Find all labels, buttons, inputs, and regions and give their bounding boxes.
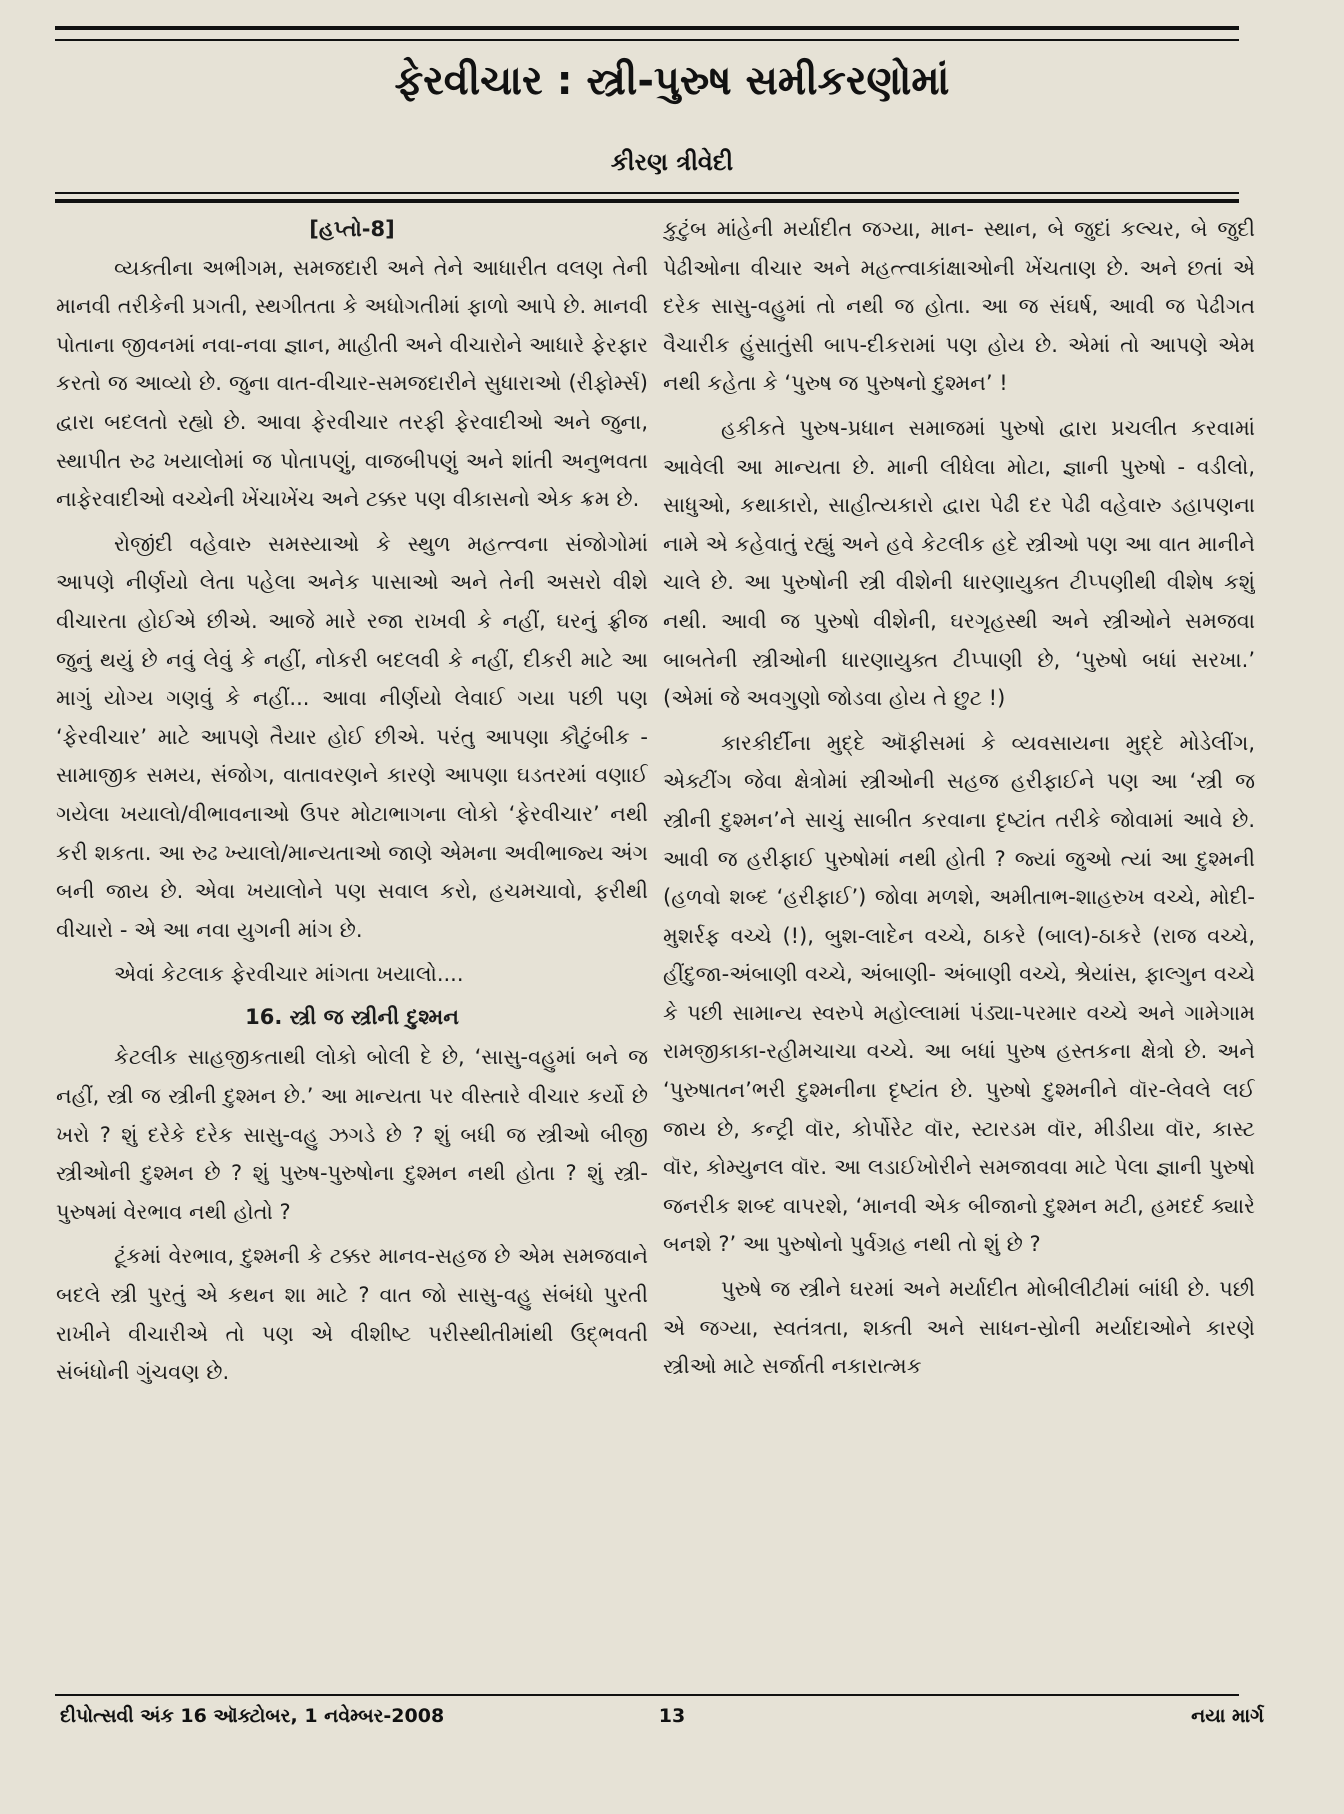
article-title: ફેરવીચાર : સ્ત્રી-પુરુષ સમીકરણોમાં [394,58,950,104]
right-column [663,210,1255,1690]
paragraph: રોજીંદી વહેવારુ સમસ્યાઓ કે સ્થુળ મહત્ત્વના સંજોગોમાં આપણે નીર્ણયો લેતા પહેલા અનેક પાસાઓ અને તેની અસરો વીશે વીચારતા હોઈએ છીએ. આજે મારે રજા રાખવી કે નહીં, ઘરનું ફ્રીજ જુનું થયું છે નવું લેવું કે નહીં, નોકરી બદલવી કે નહીં, દીકરી માટે આ માગું યોગ્ય ગણવું કે નહીં... આવા નીર્ણયો લેવાઈ ગયા પછી પણ ‘ફેરવીચાર’ માટે આપણે તૈયાર હોઈ છીએ. પરંતુ આપણા કૌટુંબીક - સામાજીક સમય, સંજોગ, વાતાવરણને કારણે આપણા ઘડતરમાં વણાઈ ગયેલા ખયાલો/વીભાવનાઓ ઉપર મોટાભાગના લોકો ‘ફેરવીચાર’ નથી કરી શકતા. આ રુઢ ખ્યાલો/માન્યતાઓ જાણે એમના અવીભાજ્ય અંગ બની જાય છે. એવા ખયાલોને પણ સવાલ કરો, હચમચાવો, ફરીથી વીચારો - એ આ નવા યુગની માંગ છે. [56,531,648,942]
paragraph: કુટુંબ માંહેની મર્યાદીત જગ્યા, માન- સ્થાન, બે જુદાં કલ્ચર, બે જુદી પેઢીઓના વીચાર અને મહત્ત્વાકાંક્ષાઓની ખેંચતાણ છે. અને છતાં એ દરેક સાસુ-વહુમાં તો નથી જ હોતા. આ જ સંઘર્ષ, આવી જ પેઢીગત વૈચારીક હુંસાતુંસી બાપ-દીકરામાં પણ હોય છે. એમાં તો આપણે એમ નથી કહેતા કે ‘પુરુષ જ પુરુષનો દુશ્મન’ ! [663,217,1255,396]
paragraph: પુરુષે જ સ્ત્રીને ઘરમાં અને મર્યાદીત મોબીલીટીમાં બાંધી છે. પછી એ જગ્યા, સ્વતંત્રતા, શક્તી અને સાધન-સ્રોની મર્યાદાઓને કારણે સ્ત્રીઓ માટે સર્જાતી નકારાત્મક [663,1277,1255,1379]
paragraph: વ્યક્તીના અભીગમ, સમજદારી અને તેને આધારીત વલણ તેની માનવી તરીકેની પ્રગતી, સ્થગીતતા કે અધોગતીમાં ફાળો આપે છે. માનવી પોતાના જીવનમાં નવા-નવા જ્ઞાન, માહીતી અને વીચારોને આધારે ફેરફાર કરતો જ આવ્યો છે. જુના વાત-વીચાર-સમજદારીને સુધારાઓ (રીફોર્મ્સ) દ્વારા બદલતો રહ્યો છે. આવા ફેરવીચાર તરફી ફેરવાદીઓ અને જુના, સ્થાપીત રુઢ ખયાલોમાં જ પોતાપણું, વાજબીપણું અને શાંતી અનુભવતા નાફેરવાદીઓ વચ્ચેની ખેંચાખેંચ અને ટક્કર પણ વીકાસનો એક ક્રમ છે. [56,255,648,512]
footer-rule [55,1694,1239,1696]
header-rule [55,199,1239,203]
magazine-name: નયા માર્ગ [1191,1705,1264,1727]
issue-label: દીપોત્સવી અંક 16 ઑક્ટોબર, 1 નવેમ્બર-2008 [60,1705,445,1727]
left-column [56,210,648,1690]
author-name: કીરણ ત્રીવેદી [610,148,734,176]
paragraph: કેટલીક સાહજીકતાથી લોકો બોલી દે છે, ‘સાસુ-વહુમાં બને જ નહીં, સ્ત્રી જ સ્ત્રીની દુશ્મન છે.’ આ માન્યતા પર વીસ્તારે વીચાર કર્યો છે ખરો ? શું દરેકે દરેક સાસુ-વહુ ઝગડે છે ? શું બધી જ સ્ત્રીઓ બીજી સ્ત્રીઓની દુશ્મન છે ? શું પુરુષ-પુરુષોના દુશ્મન નથી હોતા ? શું સ્ત્રી-પુરુષમાં વેરભાવ નથી હોતો ? [56,1045,648,1224]
paragraph: ટૂંકમાં વેરભાવ, દુશ્મની કે ટક્કર માનવ-સહજ છે એમ સમજવાને બદલે સ્ત્રી પુરતું એ કથન શા માટે ? વાત જો સાસુ-વહુ સંબંધો પુરતી રાખીને વીચારીએ તો પણ એ વીશીષ્ટ પરીસ્થીતીમાંથી ઉદ્ભવતી સંબંધોની ગુંચવણ છે. [56,1244,648,1385]
header-thin-rule [55,192,1239,194]
installment-label: [હપ્તો-8] [309,217,395,241]
paragraph: હકીકતે પુરુષ-પ્રધાન સમાજમાં પુરુષો દ્વારા પ્રચલીત કરવામાં આવેલી આ માન્યતા છે. માની લીધેલા મોટા, જ્ઞાની પુરુષો - વડીલો, સાધુઓ, કથાકારો, સાહીત્યકારો દ્વારા પેઢી દર પેઢી વહેવારુ ડહાપણના નામે એ કહેવાતું રહ્યું અને હવે કેટલીક હદે સ્ત્રીઓ પણ આ વાત માનીને ચાલે છે. આ પુરુષોની સ્ત્રી વીશેની ધારણાયુક્ત ટીપ્પણીથી વીશેષ કશું નથી. આવી જ પુરુષો વીશેની, ઘરગૃહસ્થી અને સ્ત્રીઓને સમજવા બાબતેની સ્ત્રીઓની ધારણાયુક્ત ટીપ્પાણી છે, ‘પુરુષો બધાં સરખા.’ (એમાં જે અવગુણો જોડવા હોય તે છુટ !) [663,415,1255,711]
section-heading: 16. સ્ત્રી જ સ્ત્રીની દુશ્મન [245,1004,459,1029]
paragraph: એવાં કેટલાક ફેરવીચાર માંગતા ખયાલો.... [114,962,464,987]
top-thin-rule [55,39,1239,41]
page-number: 13 [658,1705,686,1727]
paragraph: કારકીર્દીના મુદ્દે ઑફીસમાં કે વ્યવસાયના મુદ્દે મોડેલીંગ, એક્ટીંગ જેવા ક્ષેત્રોમાં સ્ત્રીઓની સહજ હરીફાઈને પણ આ ‘સ્ત્રી જ સ્ત્રીની દુશ્મન’ને સાચું સાબીત કરવાના દૃષ્ટાંત તરીકે જોવામાં આવે છે. આવી જ હરીફાઈ પુરુષોમાં નથી હોતી ? જ્યાં જુઓ ત્યાં આ દુશ્મની (હળવો શબ્દ ‘હરીફાઈ’) જોવા મળશે, અમીતાભ-શાહરુખ વચ્ચે, મોદી-મુશર્રફ વચ્ચે (!), બુશ-લાદેન વચ્ચે, ઠાકરે (બાલ)-ઠાકરે (રાજ વચ્ચે, હીંદુજા-અંબાણી વચ્ચે, અંબાણી- અંબાણી વચ્ચે, શ્રેયાંસ, ફાલ્ગુન વચ્ચે કે પછી સામાન્ય સ્વરુપે મહોલ્લામાં પંડ્યા-પરમાર વચ્ચે અને ગામેગામ રામજીકાકા-રહીમચાચા વચ્ચે. આ બધાં પુરુષ હસ્તકના ક્ષેત્રો છે. અને ‘પુરુષાતન’ભરી દુશ્મનીના દૃષ્ટાંત છે. પુરુષો દુશ્મનીને વૉર-લેવલે લઈ જાય છે, કન્ટ્રી વૉર, કોર્પોરેટ વૉર, સ્ટારડમ વૉર, મીડીયા વૉર, કાસ્ટ વૉર, કોમ્યુનલ વૉર. આ લડાઈખોરીને સમજાવવા માટે પેલા જ્ઞાની પુરુષો જનરીક શબ્દ વાપરશે, ‘માનવી એક બીજાનો દુશ્મન મટી, હમદર્દ ક્યારે બનશે ?’ આ પુરુષોનો પુર્વગ્રહ નથી તો શું છે ? [663,730,1255,1257]
top-rule [55,26,1239,30]
